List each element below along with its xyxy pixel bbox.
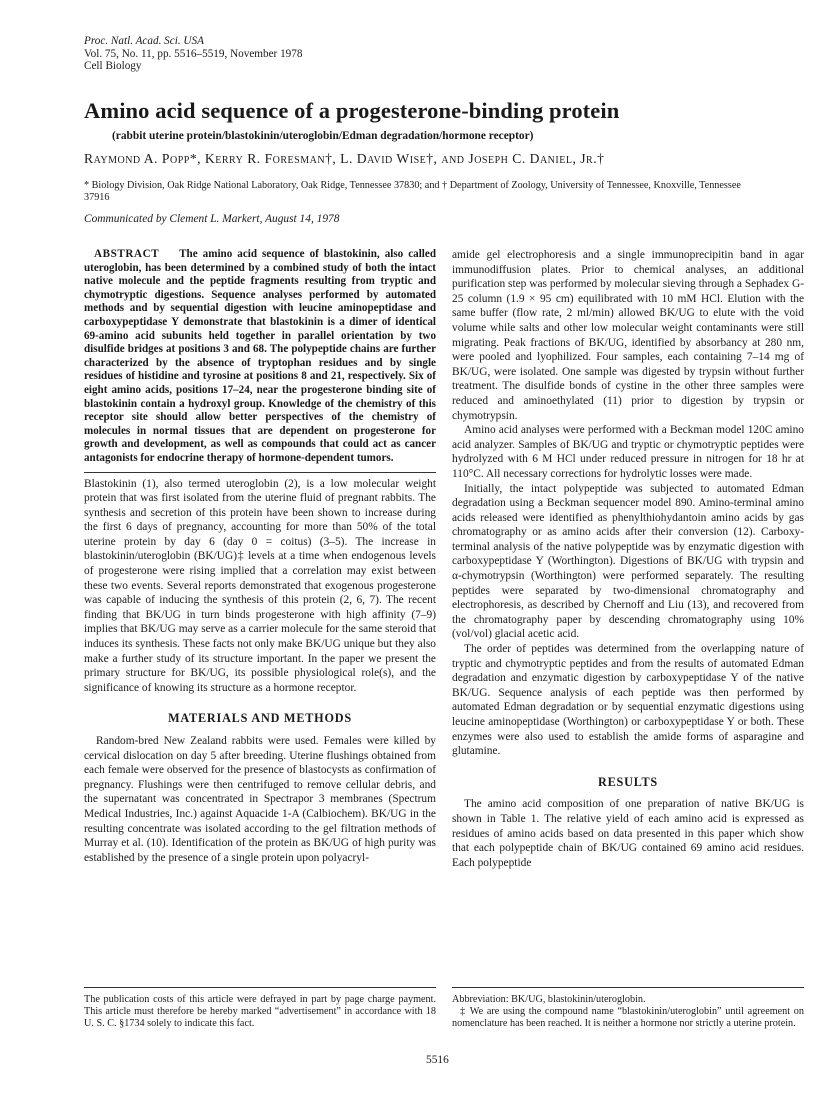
nomenclature-footnote: ‡ We are using the compound name “blastokinin/uteroglobin” until agreement on nomenclature has been reached. It is neither a hormone nor strictly a uterine protein. [452, 1006, 804, 1030]
methods-paragraph-1-continued: amide gel electrophoresis and a single immunoprecipitin band in agar immunodiffusion plates. Prior to chemical analyses, an additional purification step was performed by molecular sieving through a Sephadex G-25 column (1.9 × 95 cm) equilibrated with 10 mM HCl. Elution with the same buffer (flow rate, 2 ml/min) allowed BK/UG to elute with the void volume while salts and other low molecular weight contaminants were still migrating. Peak fractions of BK/UG, identified by absorbancy at 280 nm, were pooled and lyophilized. Four samples, each containing 7–14 mg of BK/UG, were isolated. One sample was digested by trypsin without further treatment. The disulfide bonds of cystine in the other three samples were reduced and aminoethylated (11) prior to digestion by trypsin or chymotrypsin. [452, 249, 804, 422]
journal-section: Cell Biology [84, 60, 142, 73]
footnote-divider-right [452, 987, 804, 988]
abstract-text: The amino acid sequence of blastokinin, also called uteroglobin, has been determined by a combined study of both the intact native molecule and the peptide fragments resulting from tryptic and chymotryptic digestions. Sequence analyses performed by automated methods and by sequential digestion with leucine aminopeptidase and carboxypeptidase Y demonstrate that blastokinin is a dimer of identical 69-amino acid subunits held together in parallel orientation by two disulfide bridges at positions 3 and 68. The polypeptide chains are further characterized by the absence of tryptophan residues and by single residues of histidine and tyrosine at positions 8 and 21, respectively. Six of eight amino acids, positions 17–24, near the progesterone binding site of blastokinin contain a hydroxyl group. Knowledge of the chemistry of this receptor site should allow better perspectives of the chemistry of molecules in normal tissues that are dependent on progesterone for growth and development, as well as compounds that could act as cancer antagonists for endocrine therapy of hormone-dependent tumors. [84, 248, 436, 464]
methods-heading: MATERIALS AND METHODS [168, 711, 352, 726]
right-column [452, 248, 804, 870]
journal-header [84, 35, 302, 73]
methods-paragraph-1: Random-bred New Zealand rabbits were used. Females were killed by cervical dislocation on day 5 after breeding. Uterine flushings obtained from each female were observed for the presence of blastocysts as confirmation of pregnancy. Flushings were then centrifuged to remove cellular debris, and the supernatant was concentrated in Spectrapor 3 membranes (Spectrum Medical Industries, Inc.) against Aquacide 1-A (Calbiochem). BK/UG in the resulting concentrate was isolated according to the gel filtration methods of Murray et al. (10). Identification of the protein as BK/UG of high purity was established by the presence of a single protein upon polyacryl- [84, 735, 436, 864]
abstract [84, 248, 436, 466]
journal-name: Proc. Natl. Acad. Sci. USA [84, 35, 204, 47]
left-column [84, 248, 436, 865]
methods-paragraph-3: Initially, the intact polypeptide was subjected to automated Edman degradation using a Beckman sequencer model 890. Amino-terminal amino acids released were identified as phenylthiohydantoin amino acids by gas chromatography or as amino acids after their conversion (12). Carboxy-terminal analysis of the native polypeptide was by enzymatic digestion with carboxypeptidase Y (Worthington). Digestions of BK/UG with trypsin and α-chymotrypsin (Worthington) were performed separately. The resulting peptides were separated by two-dimensional chromatography and electrophoresis, as described by Chernoff and Liu (13), and recovered from the chromatography paper by descending chromatography using 10% (vol/vol) glacial acetic acid. [452, 482, 804, 641]
results-heading: RESULTS [597, 774, 659, 789]
right-footnotes [452, 994, 804, 1031]
page-number: 5516 [426, 1054, 449, 1066]
footnote-divider-left [84, 987, 436, 988]
methods-paragraph-4: The order of peptides was determined from the overlapping nature of tryptic and chymotryptic peptides and from the results of automated Edman degradation and enzymatic digestion by carboxypeptidase Y of the native BK/UG. Sequence analysis of each peptide was then performed by automated Edman degradation or by sequential enzymatic digestions using leucine aminopeptidase (Worthington) or carboxypeptidase Y or both. These enzymes were also used to establish the amide forms of asparagine and glutamine. [452, 643, 804, 758]
abstract-heading: ABSTRACT [94, 248, 160, 260]
methods-paragraph-2: Amino acid analyses were performed with a Beckman model 120C amino acid analyzer. Samples of BK/UG and tryptic or chymotryptic peptides were hydrolyzed with 6 M HCl under reduced pressure in nitrogen for 18 hr at 110°C. All necessary corrections for hydrolytic losses were made. [452, 424, 804, 480]
abbreviation-footnote: Abbreviation: BK/UG, blastokinin/uteroglobin. [452, 994, 646, 1005]
results-paragraph-1: The amino acid composition of one preparation of native BK/UG is shown in Table 1. The relative yield of each amino acid is expressed as residues of amino acids based on data presented in this paper which show that each polypeptide chain of BK/UG contained 69 amino acid residues. Each polypeptide [452, 798, 804, 869]
communicated-by: Communicated by Clement L. Markert, August 14, 1978 [84, 213, 340, 225]
article-keywords: (rabbit uterine protein/blastokinin/uteroglobin/Edman degradation/hormone receptor) [112, 130, 534, 142]
publication-cost-footnote [84, 994, 436, 1031]
article-authors: Raymond A. Popp*, Kerry R. Foresman†, L. David Wise†, and Joseph C. Daniel, Jr.† [84, 151, 605, 166]
author-affiliations: * Biology Division, Oak Ridge National Laboratory, Oak Ridge, Tennessee 37830; and † Department of Zoology, University of Tennessee, Knoxville, Tennessee 37916 [84, 180, 741, 203]
intro-paragraph: Blastokinin (1), also termed uteroglobin (2), is a low molecular weight protein that was first isolated from the uterine fluid of pregnant rabbits. The synthesis and secretion of this protein have been shown to increase during the first 6 days of pregnancy, accounting for more than 50% of the total uterine protein by day 6 (day 0 = coitus) (3–5). The increase in blastokinin/uteroglobin (BK/UG)‡ levels at a time when endogenous levels of progesterone were rising implied that a correlation may exist between these two events. Several reports demonstrated that exogenous progesterone was capable of inducing the synthesis of this protein (2, 6, 7). The recent finding that BK/UG in turn binds progesterone with high affinity (7–9) implies that BK/UG may serve as a carrier molecule for the same steroid that induces its synthesis. These facts not only make BK/UG unique but they also make a further study of its structure important. In the paper we present the primary structure for BK/UG, its possible physiological role(s), and the significance of knowing its structure as a hormone receptor. [84, 477, 436, 694]
abstract-divider [84, 472, 436, 473]
journal-volume-line: Vol. 75, No. 11, pp. 5516–5519, November 1978 [84, 47, 303, 60]
cost-footnote-text: The publication costs of this article were defrayed in part by page charge payment. This article must therefore be hereby marked “advertisement” in accordance with 18 U. S. C. §1734 solely to indicate this fact. [84, 994, 436, 1030]
article-title: Amino acid sequence of a progesterone-binding protein [84, 98, 620, 123]
